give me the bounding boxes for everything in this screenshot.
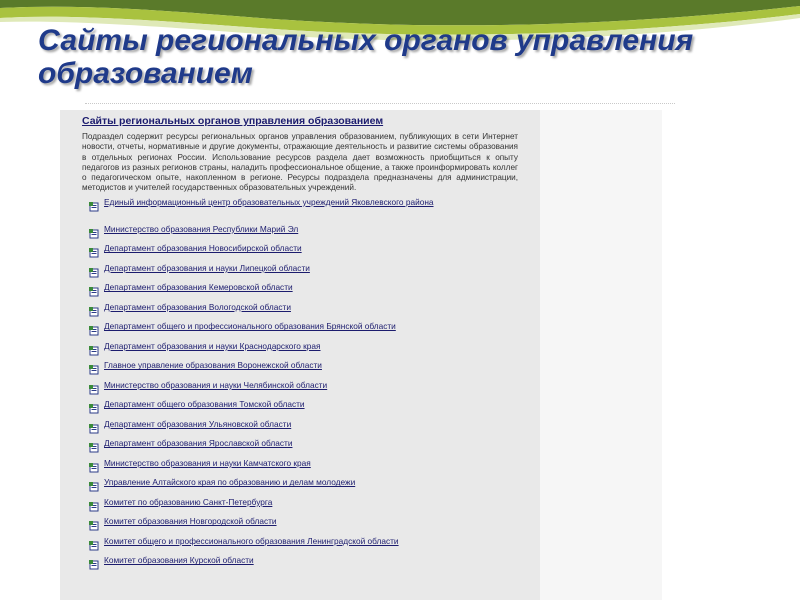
list-item [89, 282, 540, 302]
list-item [89, 380, 540, 400]
region-link[interactable]: Управление Алтайского края по образованию и делам молодежи [104, 477, 356, 488]
region-link[interactable]: Комитет по образованию Санкт-Петербурга [104, 496, 273, 507]
document-icon [89, 343, 99, 353]
list-item [89, 341, 540, 361]
document-icon [89, 401, 99, 411]
region-link[interactable]: Департамент образования Новосибирской области [104, 243, 302, 254]
link-list [60, 197, 540, 575]
document-icon [89, 499, 99, 509]
list-item [89, 497, 540, 517]
section-description: Подраздел содержит ресурсы региональных органов управления образованием, публикующих в сети Интернет новости, отчеты, нормативные и другие документы, отражающие деятельность и развитие системы образования в отдельных регионах России. Использование ресурсов раздела дает возможность приобщиться к опыту педагогов из разных регионов страны, наладить профессиональное общение, а также проинформировать коллег о педагогическом опыте, накопленном в регионе. Ресурсы подраздела предназначены для администрации, методистов и учителей государственных образовательных учреждений. [82, 132, 518, 193]
region-link[interactable]: Департамент образования и науки Краснодарского края [104, 340, 321, 351]
region-link[interactable]: Министерство образования Республики Марий Эл [104, 223, 299, 234]
document-icon [89, 323, 99, 333]
document-icon [89, 304, 99, 314]
list-item [89, 263, 540, 283]
region-link[interactable]: Министерство образования и науки Челябинской области [104, 379, 328, 390]
region-link[interactable]: Департамент образования Вологодской области [104, 301, 291, 312]
list-item [89, 477, 540, 497]
divider [85, 103, 675, 104]
page-margin [540, 110, 662, 600]
section-heading[interactable]: Сайты региональных органов управления образованием [82, 115, 384, 127]
region-link[interactable]: Министерство образования и науки Камчатского края [104, 457, 311, 468]
document-icon [89, 479, 99, 489]
region-link[interactable]: Единый информационный центр образовательных учреждений Яковлевского района [104, 196, 434, 207]
document-icon [89, 538, 99, 548]
region-link[interactable]: Департамент образования Ульяновской области [104, 418, 292, 429]
list-item [89, 224, 540, 244]
list-item [89, 555, 540, 575]
document-icon [89, 460, 99, 470]
document-icon [89, 245, 99, 255]
document-icon [89, 284, 99, 294]
list-item [89, 243, 540, 263]
list-item [89, 360, 540, 380]
slide-title: Сайты региональных органов управления образованием [38, 24, 694, 90]
region-link[interactable]: Департамент образования Кемеровской области [104, 282, 293, 293]
region-link[interactable]: Главное управление образования Воронежской области [104, 360, 322, 371]
region-link[interactable]: Комитет образования Новгородской области [104, 516, 277, 527]
list-item [89, 458, 540, 478]
list-item [89, 399, 540, 419]
region-link[interactable]: Комитет образования Курской области [104, 555, 254, 566]
list-item [89, 321, 540, 341]
document-icon [89, 557, 99, 567]
list-item [89, 516, 540, 536]
document-icon [89, 226, 99, 236]
list-item [89, 197, 540, 224]
region-link[interactable]: Департамент общего и профессионального образования Брянской области [104, 321, 396, 332]
document-icon [89, 265, 99, 275]
screenshot-panel [60, 110, 540, 600]
region-link[interactable]: Комитет общего и профессионального образования Ленинградской области [104, 535, 399, 546]
region-link[interactable]: Департамент образования и науки Липецкой области [104, 262, 310, 273]
list-item [89, 302, 540, 322]
document-icon [89, 518, 99, 528]
document-icon [89, 362, 99, 372]
region-link[interactable]: Департамент образования Ярославской области [104, 438, 293, 449]
list-item [89, 438, 540, 458]
region-link[interactable]: Департамент общего образования Томской области [104, 399, 305, 410]
list-item [89, 536, 540, 556]
document-icon [89, 421, 99, 431]
document-icon [89, 440, 99, 450]
document-icon [89, 382, 99, 392]
document-icon [89, 199, 99, 209]
list-item [89, 419, 540, 439]
